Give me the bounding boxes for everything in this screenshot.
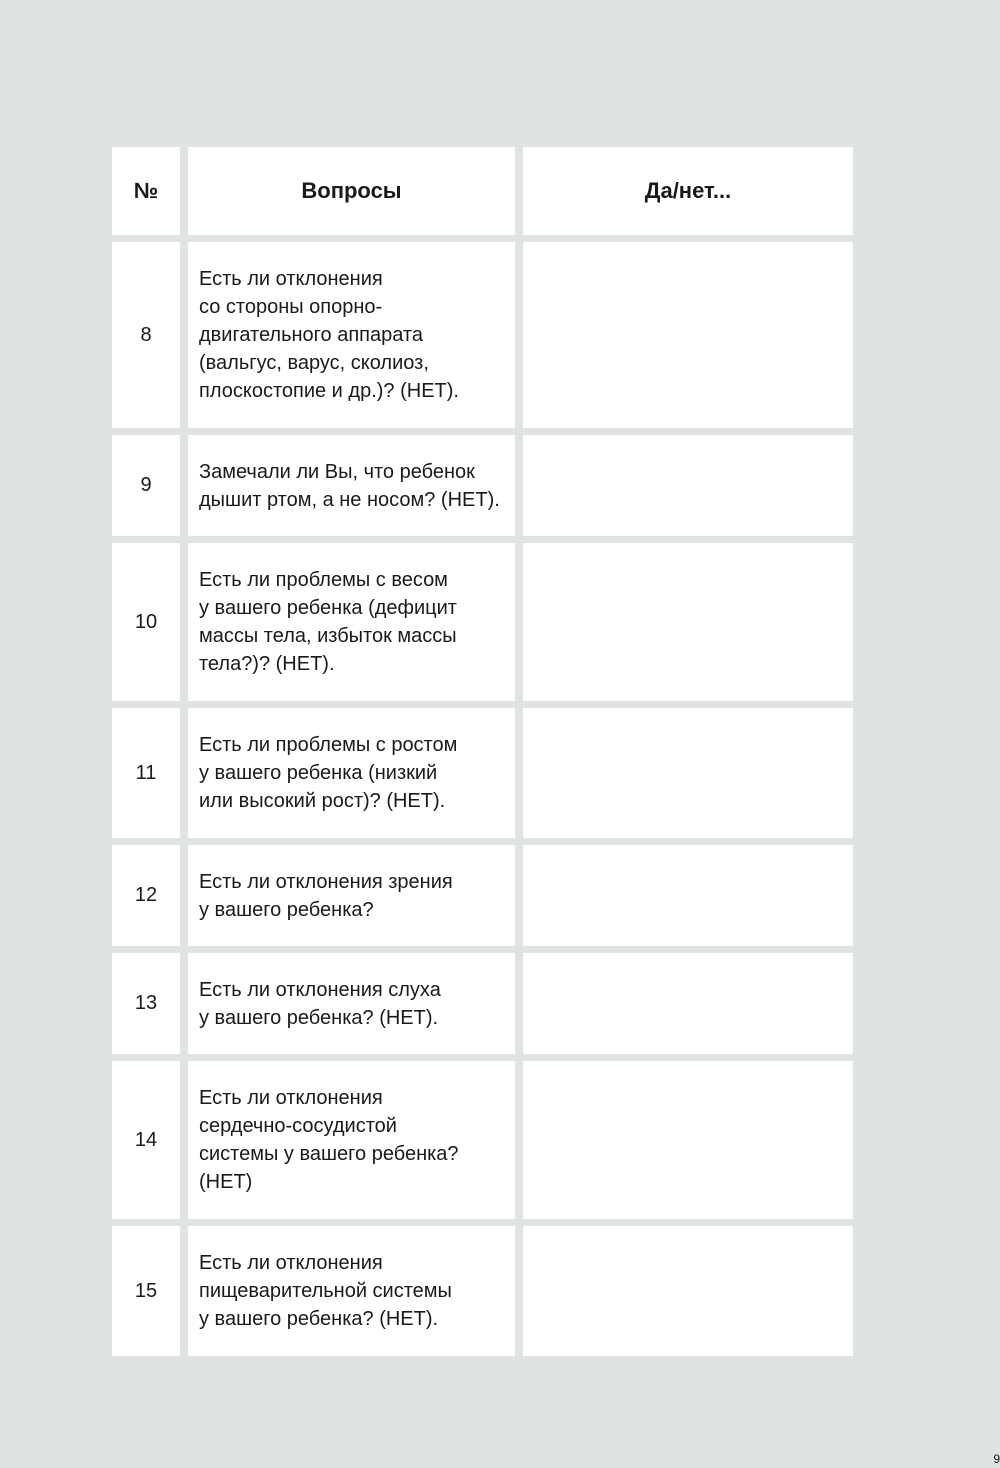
answer-cell[interactable] — [523, 953, 853, 1054]
question-cell — [188, 953, 515, 1054]
question-text: Есть ли проблемы с весом у вашего ребенка (дефицит массы тела, избыток массы тела?)? (НЕТ). — [199, 569, 457, 675]
row-number: 14 — [134, 1128, 158, 1151]
row-number-cell — [112, 1061, 180, 1219]
row-number-cell — [112, 1226, 180, 1356]
row-number-cell — [112, 953, 180, 1054]
answer-cell[interactable] — [523, 1226, 853, 1356]
row-number: 10 — [134, 610, 158, 633]
question-cell — [188, 435, 515, 536]
row-number: 11 — [135, 761, 157, 784]
row-number-cell — [112, 708, 180, 838]
question-text: Есть ли отклонения со стороны опорно- двигательного аппарата (вальгус, варус, сколиоз, плоскостопие и др.)? (НЕТ). — [199, 268, 459, 402]
question-cell — [188, 708, 515, 838]
question-text: Есть ли отклонения пищеварительной системы у вашего ребенка? (НЕТ). — [199, 1252, 452, 1330]
question-text: Есть ли отклонения слуха у вашего ребенка? (НЕТ). — [199, 978, 441, 1029]
row-number: 9 — [140, 474, 152, 496]
header-answer-label: Да/нет... — [644, 178, 732, 203]
question-text: Есть ли проблемы с ростом у вашего ребенка (низкий или высокий рост)? (НЕТ). — [199, 734, 458, 812]
question-cell — [188, 242, 515, 428]
answer-cell[interactable] — [523, 242, 853, 428]
question-cell — [188, 543, 515, 701]
question-cell — [188, 1226, 515, 1356]
header-number-cell — [112, 147, 180, 235]
page-number: 9 — [993, 1452, 1000, 1466]
row-number-cell — [112, 543, 180, 701]
row-number: 8 — [140, 323, 152, 346]
row-number: 12 — [134, 884, 158, 906]
header-questions-cell — [188, 147, 515, 235]
answer-cell[interactable] — [523, 1061, 853, 1219]
row-number: 13 — [134, 992, 158, 1014]
row-number-cell — [112, 435, 180, 536]
question-text: Замечали ли Вы, что ребенок дышит ртом, а не носом? (НЕТ). — [199, 460, 500, 511]
question-cell — [188, 1061, 515, 1219]
question-text: Есть ли отклонения сердечно-сосудистой системы у вашего ребенка? (НЕТ) — [199, 1087, 459, 1193]
answer-cell[interactable] — [523, 708, 853, 838]
row-number-cell — [112, 242, 180, 428]
header-number-label: № — [133, 178, 159, 203]
question-text: Есть ли отклонения зрения у вашего ребенка? — [199, 870, 453, 921]
answer-cell[interactable] — [523, 435, 853, 536]
question-cell — [188, 845, 515, 946]
answer-cell[interactable] — [523, 543, 853, 701]
answer-cell[interactable] — [523, 845, 853, 946]
row-number: 15 — [134, 1279, 158, 1302]
row-number-cell — [112, 845, 180, 946]
header-answer-cell — [523, 147, 853, 235]
header-questions-label: Вопросы — [301, 178, 402, 203]
